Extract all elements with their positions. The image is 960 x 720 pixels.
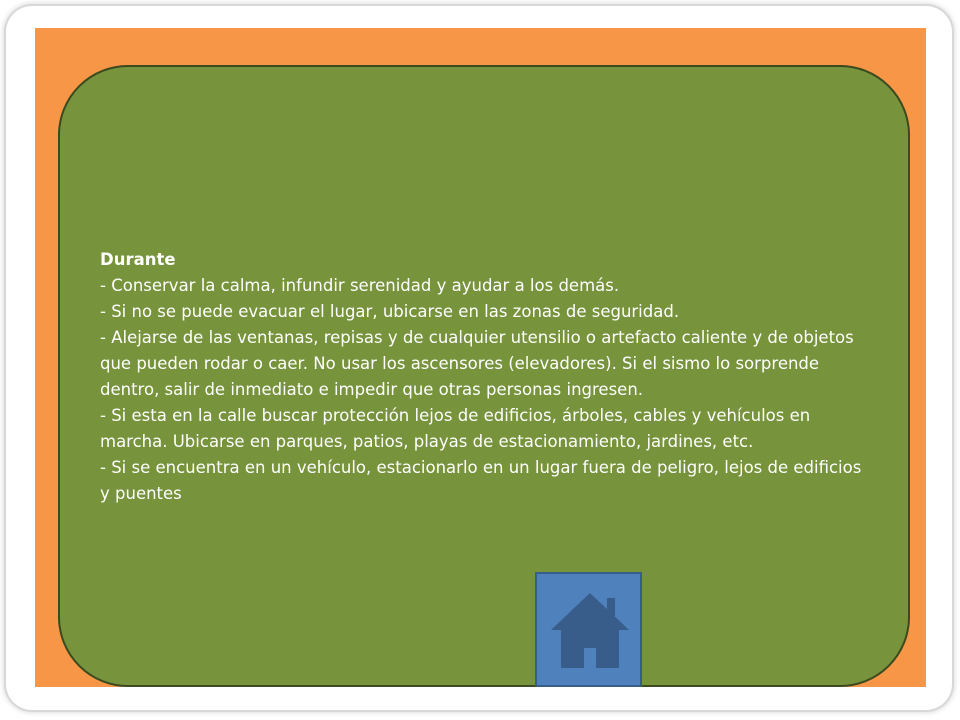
content-panel [58,65,910,687]
list-item: - Si no se puede evacuar el lugar, ubicarse en las zonas de seguridad. [100,302,680,321]
section-heading: Durante [100,250,176,269]
list-item: - Conservar la calma, infundir serenidad y ayudar a los demás. [100,276,620,295]
list-item: - Si se encuentra en un vehículo, estacionarlo en un lugar fuera de peligro, lejos de edificios y puentes [100,458,862,503]
list-item: - Si esta en la calle buscar protección lejos de edificios, árboles, cables y vehículos en marcha. Ubicarse en parques, patios, playas de estacionamiento, jardines, etc. [100,406,811,451]
home-button[interactable] [535,572,642,687]
house-icon [549,590,631,672]
list-item: - Alejarse de las ventanas, repisas y de cualquier utensilio o artefacto caliente y de objetos que pueden rodar o caer. No usar los ascensores (elevadores). Si el sismo lo sorprende dentro, salir de inmediato e impedir que otras personas ingresen. [100,328,854,399]
content-text [100,247,870,507]
